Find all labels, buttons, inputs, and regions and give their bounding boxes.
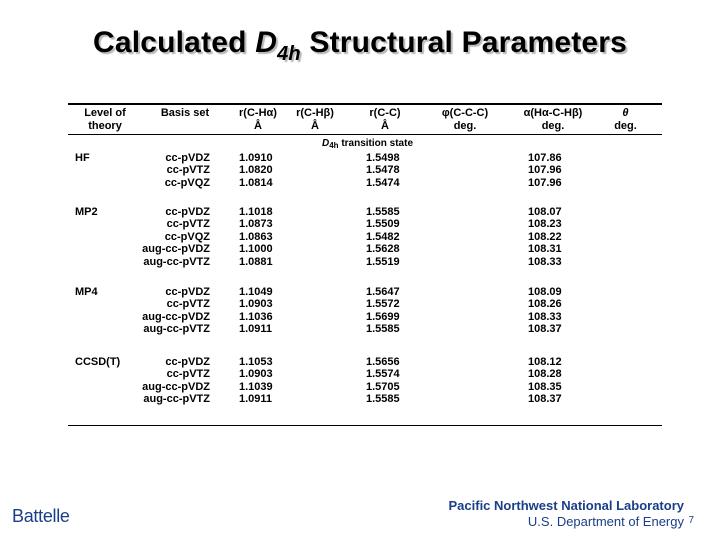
alpha-hch-hf: 107.86 107.96 107.96: [528, 152, 562, 189]
r-ch-alpha-hf: 1.0910 1.0820 1.0814: [239, 152, 273, 189]
title-symmetry-subscript: 4h: [277, 43, 301, 65]
basis-list-mp2: cc-pVDZ cc-pVTZ cc-pVQZ aug-cc-pVDZ aug-cc-pVTZ: [142, 206, 210, 268]
header-phi-ccc: φ(C-C-C) deg.: [441, 107, 489, 132]
header-rule: [68, 134, 662, 135]
alpha-hch-ccsdt: 108.12 108.28 108.35 108.37: [528, 356, 562, 406]
r-ch-alpha-mp4: 1.1049 1.0903 1.1036 1.0911: [239, 286, 273, 336]
r-cc-ccsdt: 1.5656 1.5574 1.5705 1.5585: [366, 356, 400, 406]
r-ch-alpha-ccsdt: 1.1053 1.0903 1.1039 1.0911: [239, 356, 273, 406]
header-alpha-hch: α(Hα-C-Hβ) deg.: [523, 107, 583, 132]
method-mp4: MP4: [75, 286, 98, 298]
header-theta: θ deg.: [614, 107, 637, 132]
page-number: 7: [688, 515, 694, 526]
header-level-of-theory: Level of theory: [84, 107, 126, 132]
header-r-ch-alpha: r(C-Hα) Å: [239, 107, 277, 132]
r-cc-hf: 1.5498 1.5478 1.5474: [366, 152, 400, 189]
pnnl-name: Pacific Northwest National Laboratory: [448, 498, 684, 513]
method-hf: HF: [75, 152, 90, 164]
title-prefix: Calculated: [92, 26, 256, 59]
header-r-ch-beta: r(C-Hβ) Å: [296, 107, 334, 132]
r-ch-alpha-mp2: 1.1018 1.0873 1.0863 1.1000 1.0881: [239, 206, 273, 268]
r-cc-mp2: 1.5585 1.5509 1.5482 1.5628 1.5519: [366, 206, 400, 268]
battelle-logo: Battelle: [12, 506, 70, 526]
alpha-hch-mp2: 108.07 108.23 108.22 108.31 108.33: [528, 206, 562, 268]
title-suffix: Structural Parameters: [300, 26, 628, 59]
table-bottom-rule: [68, 425, 662, 426]
table-top-rule: [68, 103, 662, 105]
title-symmetry: D: [255, 26, 278, 59]
basis-list-hf: cc-pVDZ cc-pVTZ cc-pVQZ: [164, 152, 210, 189]
basis-list-mp4: cc-pVDZ cc-pVTZ aug-cc-pVDZ aug-cc-pVTZ: [142, 286, 210, 336]
transition-state-label: $D_{4h}$ transition state: [321, 138, 414, 150]
basis-list-ccsdt: cc-pVDZ cc-pVTZ aug-cc-pVDZ aug-cc-pVTZ: [142, 356, 210, 406]
header-basis-set: Basis set: [160, 107, 210, 119]
slide-title: [0, 26, 720, 65]
r-cc-mp4: 1.5647 1.5572 1.5699 1.5585: [366, 286, 400, 336]
method-ccsdt: CCSD(T): [75, 356, 121, 368]
method-mp2: MP2: [75, 206, 98, 218]
alpha-hch-mp4: 108.09 108.26 108.33 108.37: [528, 286, 562, 336]
doe-name: U.S. Department of Energy: [527, 514, 684, 529]
header-r-cc: r(C-C) Å: [369, 107, 401, 132]
